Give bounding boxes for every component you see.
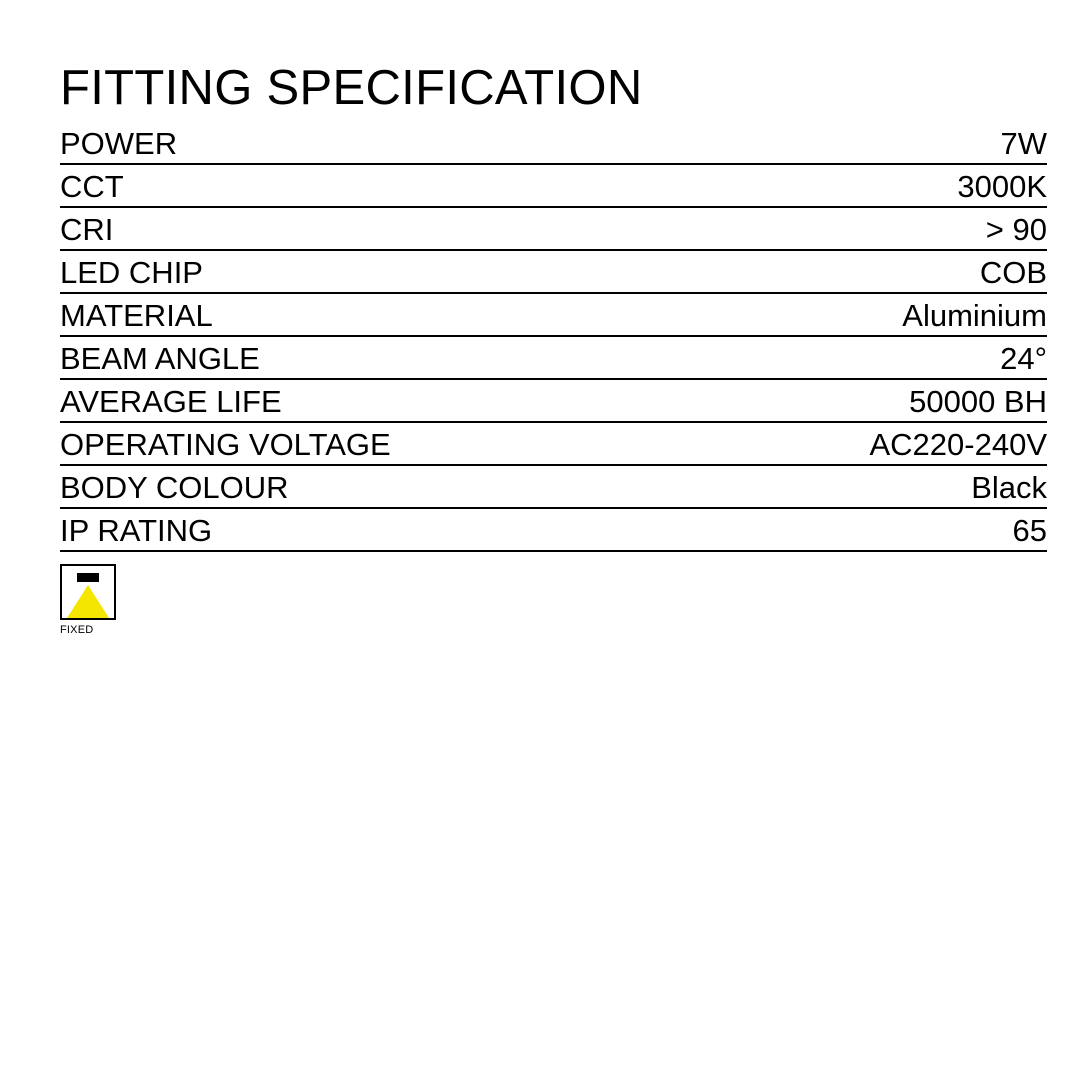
spec-label: AVERAGE LIFE <box>60 379 554 422</box>
spec-label: OPERATING VOLTAGE <box>60 422 554 465</box>
spec-label: POWER <box>60 121 554 164</box>
spec-value: 50000 BH <box>554 379 1048 422</box>
table-row <box>60 121 1047 164</box>
spec-label: CRI <box>60 207 554 250</box>
spec-value: Black <box>554 465 1048 508</box>
table-row <box>60 164 1047 207</box>
table-row <box>60 465 1047 508</box>
specification-table <box>60 121 1047 552</box>
table-row <box>60 422 1047 465</box>
spec-label: IP RATING <box>60 508 554 551</box>
spec-label: LED CHIP <box>60 250 554 293</box>
fixed-badge <box>60 564 118 636</box>
table-row <box>60 293 1047 336</box>
spec-value: Aluminium <box>554 293 1048 336</box>
table-row <box>60 250 1047 293</box>
spec-label: BEAM ANGLE <box>60 336 554 379</box>
spec-label: BODY COLOUR <box>60 465 554 508</box>
badge-caption: FIXED <box>60 624 94 636</box>
spec-value: 24° <box>554 336 1048 379</box>
fixed-downlight-beam-icon <box>60 564 116 620</box>
spec-value: > 90 <box>554 207 1048 250</box>
table-row <box>60 207 1047 250</box>
fixture-body-shape <box>77 573 99 582</box>
table-row <box>60 379 1047 422</box>
spec-value: AC220-240V <box>554 422 1048 465</box>
spec-value: 65 <box>554 508 1048 551</box>
spec-label: CCT <box>60 164 554 207</box>
spec-label: MATERIAL <box>60 293 554 336</box>
table-row <box>60 508 1047 551</box>
table-row <box>60 336 1047 379</box>
spec-value: COB <box>554 250 1048 293</box>
spec-value: 7W <box>554 121 1048 164</box>
page-title: FITTING SPECIFICATION <box>60 61 643 115</box>
spec-value: 3000K <box>554 164 1048 207</box>
light-beam-shape <box>67 585 109 618</box>
